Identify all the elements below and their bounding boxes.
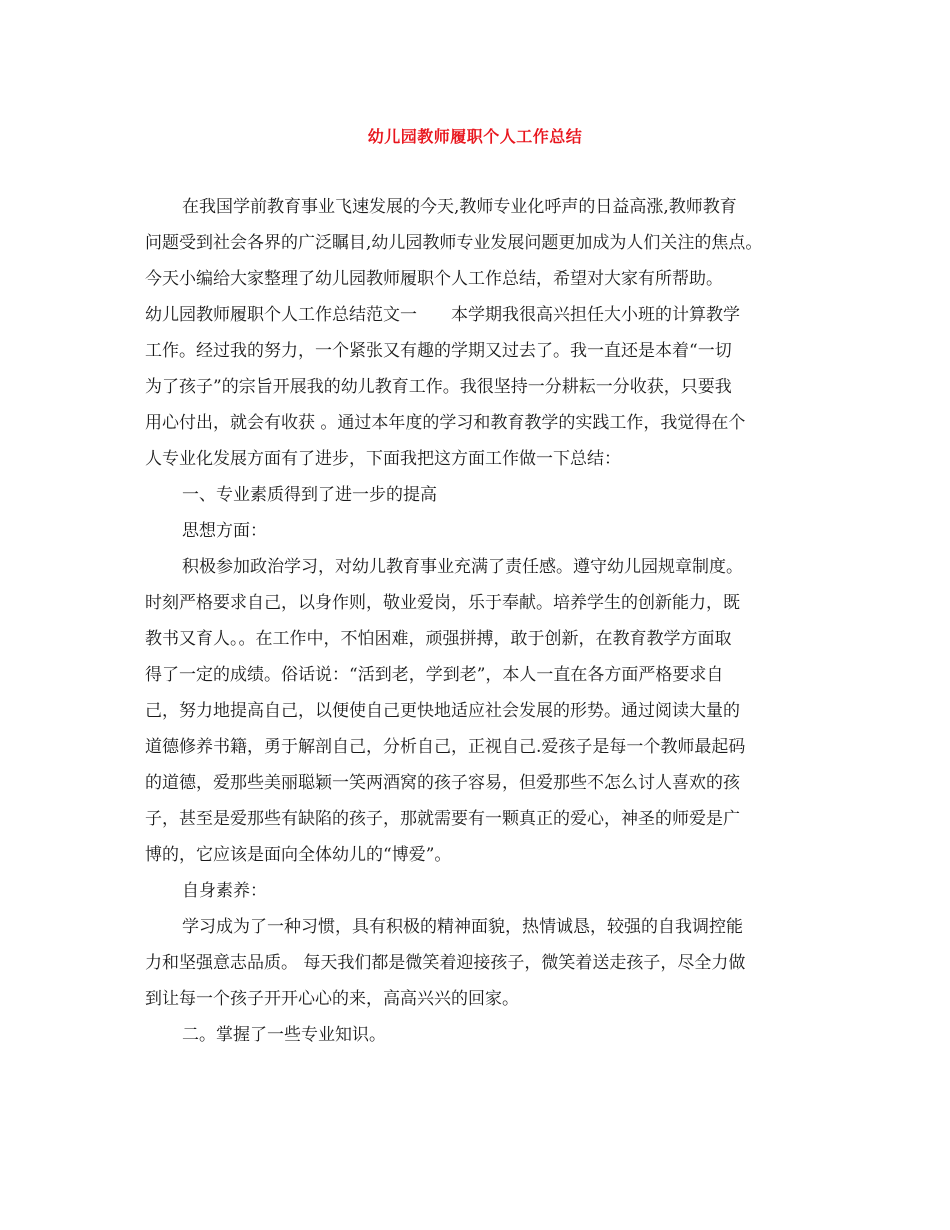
paragraph-line: 道德修养书籍，勇于解剖自己，分析自己，正视自己.爱孩子是每一个教师最起码	[145, 737, 746, 757]
subsection-heading: 思想方面：	[182, 521, 267, 541]
paragraph-line: 到让每一个孩子开开心心的来，高高兴兴的回家。	[145, 989, 519, 1009]
paragraph-line: 得了一定的成绩。俗话说：“活到老，学到老”，本人一直在各方面严格要求自	[145, 665, 724, 685]
subsection-heading: 自身素养：	[182, 881, 267, 901]
paragraph-line: 时刻严格要求自己，以身作则，敬业爱岗，乐于奉献。培养学生的创新能力，既	[145, 593, 740, 613]
document-title: 幼儿园教师履职个人工作总结	[367, 127, 583, 146]
paragraph-line: 在我国学前教育事业飞速发展的今天,教师专业化呼声的日益高涨,教师教育	[182, 197, 737, 217]
paragraph-line: 己，努力地提高自己，以便使自己更快地适应社会发展的形势。通过阅读大量的	[145, 701, 740, 721]
paragraph-line: 博的，它应该是面向全体幼儿的“博爱”。	[145, 845, 452, 865]
paragraph-line: 人专业化发展方面有了进步，下面我把这方面工作做一下总结：	[145, 449, 621, 469]
paragraph-line: 今天小编给大家整理了幼儿园教师履职个人工作总结，希望对大家有所帮助。	[145, 269, 723, 289]
paragraph-line: 积极参加政治学习，对幼儿教育事业充满了责任感。遵守幼儿园规章制度。	[182, 557, 743, 577]
paragraph-line: 用心付出，就会有收获 。通过本年度的学习和教育教学的实践工作，我觉得在个	[145, 413, 746, 433]
paragraph-line: 为了孩子”的宗旨开展我的幼儿教育工作。我很坚持一分耕耘一分收获，只要我	[145, 377, 732, 397]
section-heading: 一、专业素质得到了进一步的提高	[182, 485, 437, 505]
paragraph-line: 问题受到社会各界的广泛瞩目,幼儿园教师专业发展问题更加成为人们关注的焦点。	[145, 233, 763, 253]
paragraph-line: 的道德，爱那些美丽聪颖一笑两酒窝的孩子容易，但爱那些不怎么讨人喜欢的孩	[145, 773, 740, 793]
paragraph-line: 工作。经过我的努力，一个紧张又有趣的学期又过去了。我一直还是本着“一切	[145, 341, 732, 361]
paragraph-line: 力和坚强意志品质。 每天我们都是微笑着迎接孩子，微笑着送走孩子，尽全力做	[145, 953, 746, 973]
paragraph-line: 教书又育人。。在工作中，不怕困难，顽强拼搏，敢于创新，在教育教学方面取	[145, 629, 732, 649]
paragraph-line: 子，甚至是爱那些有缺陷的孩子，那就需要有一颗真正的爱心，神圣的师爱是广	[145, 809, 740, 829]
section-heading: 二。掌握了一些专业知识。	[182, 1025, 386, 1045]
paragraph-line: 幼儿园教师履职个人工作总结范文一 本学期我很高兴担任大小班的计算教学	[145, 305, 740, 325]
paragraph-line: 学习成为了一种习惯，具有积极的精神面貌，热情诚恳，较强的自我调控能	[182, 917, 743, 937]
